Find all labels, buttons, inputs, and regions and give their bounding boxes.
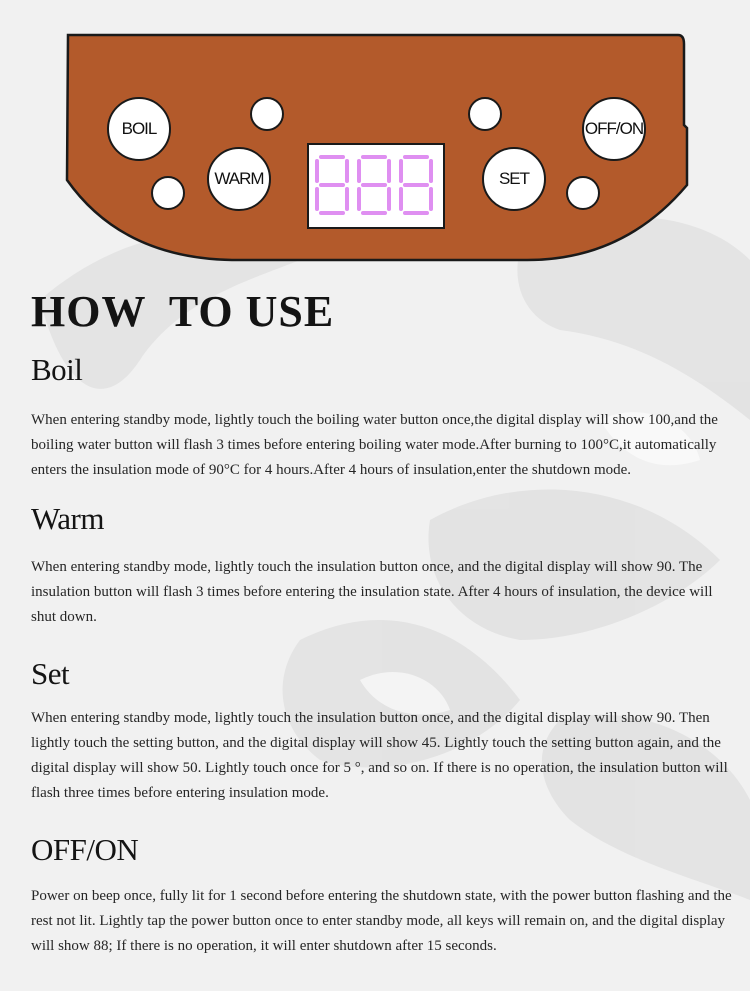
indicator-light bbox=[250, 97, 284, 131]
set-button-label: SET bbox=[498, 169, 530, 188]
section-heading: OFF/ON bbox=[31, 832, 139, 867]
indicator-light bbox=[151, 176, 185, 210]
boil-button[interactable] bbox=[107, 97, 171, 161]
digital-display bbox=[307, 143, 445, 229]
warm-button[interactable] bbox=[207, 147, 271, 211]
control-panel bbox=[62, 30, 692, 270]
boil-button-label: BOIL bbox=[121, 119, 157, 138]
section-warm bbox=[31, 501, 736, 630]
power-button[interactable] bbox=[582, 97, 646, 161]
section-boil bbox=[31, 352, 736, 483]
section-body: When entering standby mode, lightly touch the insulation button once, and the digital display will show 90. Then lightly touch the setting button, and the digital display will show 45. Lightly touch the setting button again, and the digital display will show 50. Lightly touch once for 5 °, and so on. If there is no operation, the insulation button will flash three times before entering insulation mode. bbox=[31, 710, 728, 801]
section-body: When entering standby mode, lightly touch the insulation button once, and the digital display will show 90. The insulation button will flash 3 times before entering the insulation state. After 4 hours of insulation, the device will shut down. bbox=[31, 559, 713, 625]
indicator-light bbox=[566, 176, 600, 210]
section-body: Power on beep once, fully lit for 1 second before entering the shutdown state, with the power button flashing and the rest not lit. Lightly tap the power button once to enter standby mode, all keys will remain on, and the digital display will show 88; If there is no operation, it will enter shutdown after 15 seconds. bbox=[31, 888, 732, 954]
section-heading: Warm bbox=[31, 501, 104, 536]
display-readout-text bbox=[309, 145, 310, 146]
display-segments bbox=[313, 153, 441, 219]
section-set bbox=[31, 656, 736, 806]
instructions bbox=[31, 286, 736, 959]
section-body: When entering standby mode, lightly touch the boiling water button once,the digital display will show 100,and the boiling water button will flash 3 times before entering boiling water mode.After burning to 100°C,it automatically enters the insulation mode of 90°C for 4 hours.After 4 hours of insulation,enter the shutdown mode. bbox=[31, 412, 718, 478]
section-offon bbox=[31, 832, 736, 959]
section-heading: Set bbox=[31, 656, 70, 691]
warm-button-label: WARM bbox=[214, 169, 264, 188]
page-title: HOW TO USE bbox=[31, 287, 335, 336]
set-button[interactable] bbox=[482, 147, 546, 211]
indicator-light bbox=[468, 97, 502, 131]
power-button-label: OFF/ON bbox=[584, 119, 644, 138]
section-heading: Boil bbox=[31, 352, 83, 387]
